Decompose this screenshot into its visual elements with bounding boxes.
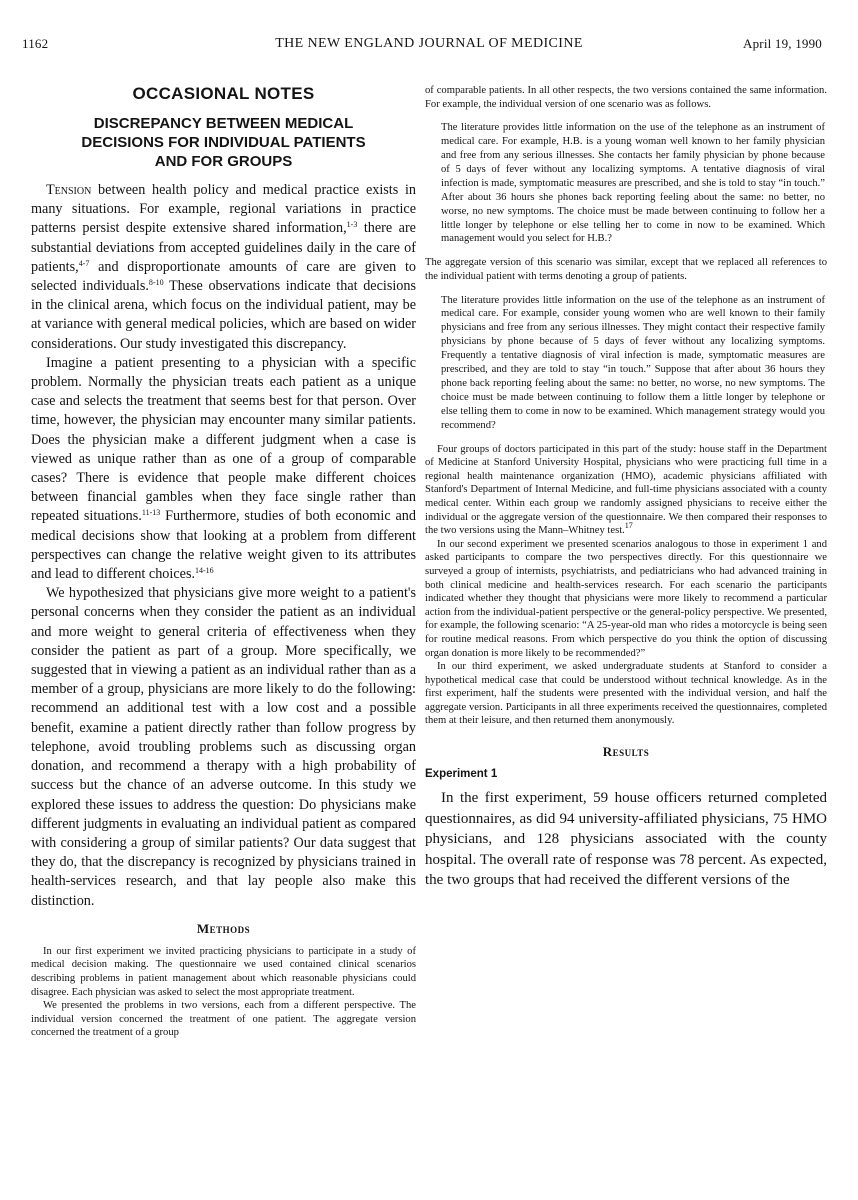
citation: 14-16 bbox=[195, 566, 214, 576]
citation: 17 bbox=[624, 521, 633, 531]
text-run: Imagine a patient presenting to a physician with a specific problem. Normally the physician treats each patient as a unique case and selects the treatment that seems best for that person. Over time, however, the physician may encounter many similar patients. Does the physician make a different judgment when a case is viewed as unique rather than as one of a group of comparable cases? There is evidence that people make different choices between financial gambles when they face single rather than repeated situations. bbox=[31, 354, 416, 525]
citation: 4-7 bbox=[78, 258, 90, 268]
section-label: OCCASIONAL NOTES bbox=[132, 84, 315, 103]
issue-date: April 19, 1990 bbox=[743, 36, 822, 51]
citation: 11-13 bbox=[141, 508, 161, 518]
text-run: and disproportionate amounts of care are given to selected individuals. bbox=[31, 258, 416, 295]
scenario-aggregate: The literature provides little information on the use of the telephone as an instrument of medical care. For example, consider young women who are well known to their family physicians and free from any serious illnesses. They might contact their respective family physicians by phone because of 5 days of fever without any localizing symptoms. Frequently a tentative diagnosis of viral infection is made, symptomatic measures are prescribed, and they are told to stay “in touch.” Suppose that after about 36 hours they phone back reporting feeling about the same: no better, no worse, no new symptoms. The choice must be made between continuing to follow them a little longer by telephone or else telling them to come in now to be examined. Which management strategy would you recommend? bbox=[441, 294, 825, 431]
intro-paragraph-1 bbox=[31, 181, 416, 354]
methods-paragraph-4 bbox=[425, 443, 827, 538]
methods-paragraph-3: The aggregate version of this scenario was similar, except that we replaced all references to the individual patient with terms denoting a group of patients. bbox=[425, 257, 827, 282]
article-title-line: DECISIONS FOR INDIVIDUAL PATIENTS bbox=[81, 134, 366, 151]
methods-paragraph-2-start: We presented the problems in two versions, each from a different perspective. The individual version concerned the treatment of one patient. The aggregate version concerned the treatment of a group bbox=[31, 1000, 416, 1039]
methods-paragraph-6: In our third experiment, we asked undergraduate students at Stanford to consider a hypothetical medical case that could be understood without technical knowledge. As in the first experiment, half the students were presented with the individual version, and half the aggregate version. Participants in all three experiments received the questionnaires, completed them at their leisure, and then returned them anonymously. bbox=[425, 661, 827, 727]
text-run: between health policy and medical practice exists in many situations. For example, regional variations in practice patterns persist despite extensive shared information, bbox=[31, 182, 416, 237]
intro-paragraph-3: We hypothesized that physicians give more weight to a patient's personal concerns when they consider the patient as an individual and more weight to general criteria of effectiveness when they consider the patient as part of a group. More specifically, we suggested that in viewing a patient as an individual rather than as a member of a group, physicians are more likely to do the following: recommend an additional test with a low cost and a possible benefit, examine a patient directly rather than follow progress by telephone, avoid troubling problems such as discussing organ donation, and recommend a therapy with a high probability of success but the chance of an adverse outcome. In this study we explored these issues to address the question: Do physicians make different judgments in evaluating an individual patient as compared with considering a group of similar patients? Our data suggest that they do, that the discrepancy is recognized by physicians trained in health-services research, and that lay people also make this distinction. bbox=[31, 585, 416, 909]
journal-title: THE NEW ENGLAND JOURNAL OF MEDICINE bbox=[275, 36, 583, 51]
article-title-line: DISCREPANCY BETWEEN MEDICAL bbox=[93, 115, 354, 132]
intro-paragraph-2 bbox=[31, 354, 416, 584]
experiment-1-heading: Experiment 1 bbox=[425, 768, 498, 781]
text-run: Four groups of doctors participated in this part of the study: house staff in the Department of Medicine at Stanford University Hospital, physicians who were practicing full time in a regional health maintenance organization (HMO), academic physicians affiliated with Stanford's Department of Internal Medicine, and full-time physicians associated with a county medical center. Within each group we randomly assigned physicians to receive either the individual or the aggregate version of the questionnaire. We then compared their responses to the two versions using the Mann–Whitney test. bbox=[425, 443, 827, 537]
text-run: there are substantial deviations from accepted guidelines daily in the care of patients, bbox=[31, 220, 416, 275]
left-column bbox=[31, 84, 416, 1040]
page-number: 1162 bbox=[22, 36, 49, 51]
text-run: Furthermore, studies of both economic and medical decisions show that looking at a problem from different perspectives can change the relative weight given to its attributes and lead to different choices. bbox=[31, 508, 416, 583]
right-column bbox=[425, 84, 827, 891]
methods-paragraph-1: In our first experiment we invited practicing physicians to participate in a study of medical decision making. The questionnaire we used contained clinical scenarios describing problems in patient management about which reasonable physicians could disagree. Each physician was asked to select the most appropriate treatment. bbox=[31, 945, 416, 998]
drop-word: Tension bbox=[46, 182, 92, 198]
text-run: These observations indicate that decisions in the clinical arena, which focus on the individual patient, may be at variance with general medical policies, which are based on wider considerations. Our study investigated this discrepancy. bbox=[31, 278, 417, 352]
methods-heading: Methods bbox=[196, 920, 251, 936]
citation: 1-3 bbox=[346, 220, 358, 230]
methods-paragraph-2-cont: of comparable patients. In all other respects, the two versions contained the same information. For example, the individual version of one scenario was as follows. bbox=[425, 85, 827, 110]
methods-paragraph-5: In our second experiment we presented scenarios analogous to those in experiment 1 and asked participants to compare the two perspectives directly. For this questionnaire we surveyed a group of internists, psychiatrists, and pediatricians who had advanced training in both clinical medicine and health-services research. For each scenario the participants indicated whether they thought that physicians were more likely to recommend a particular action from the individual-patient perspective or the general-policy perspective. We presented, for example, the following scenario: “A 25-year-old man who rides a motorcycle is being seen for routine medical reasons. From which perspective do you think the option of discussing organ donation is more likely to be recommended?” bbox=[425, 538, 827, 659]
article-title-line: AND FOR GROUPS bbox=[154, 153, 293, 170]
article-title bbox=[31, 114, 416, 171]
results-paragraph-1: In the first experiment, 59 house officers returned completed questionnaires, as did 94 university-affiliated physicians, 75 HMO physicians, and 128 physicians associated with the county hospital. The overall rate of response was 78 percent. As expected, the two groups that had received the different versions of the bbox=[425, 790, 827, 889]
results-heading: Results bbox=[602, 744, 650, 760]
citation: 8-10 bbox=[148, 278, 164, 288]
scenario-individual: The literature provides little information on the use of the telephone as an instrument of medical care. For example, H.B. is a young woman well known to her family physician and free from any serious illnesses. She contacts her family physician by phone because of 5 days of fever without any localizing symptoms. A tentative diagnosis of viral infection is made, symptomatic measures are prescribed, and she is told to stay “in touch.” After about 36 hours she phones back reporting feeling about the same: no better, no worse, no new symptoms. The choice must be made between continuing to follow her a little longer by telephone or else telling her to come in now to be examined. Which management would you select for H.B.? bbox=[441, 122, 825, 245]
